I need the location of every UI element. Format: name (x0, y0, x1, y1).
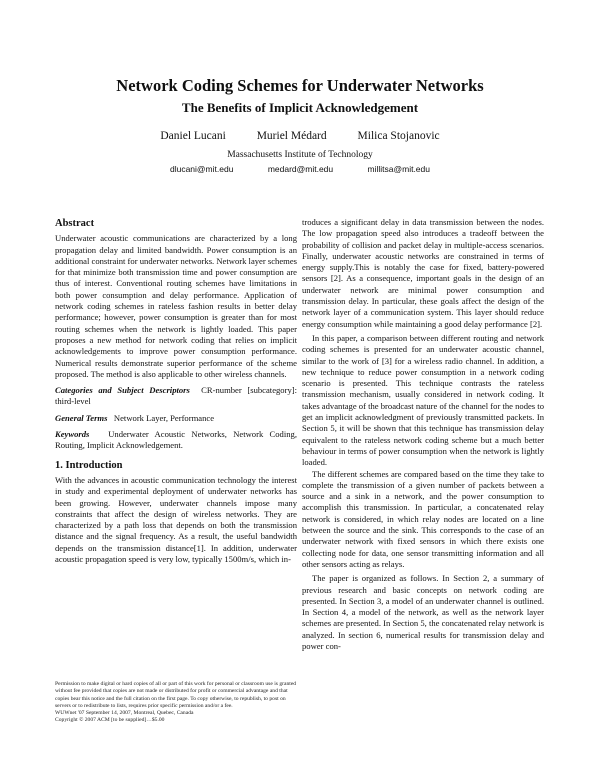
keywords-line (55, 429, 297, 452)
keywords-text: Underwater Acoustic Networks, Network Coding, Routing, Implicit Acknowledgement. (55, 429, 297, 451)
abstract-heading: Abstract (55, 218, 95, 229)
body-paragraph: In this paper, a comparison between different routing and network coding schemes is presented for an underwater acoustic channel, similar to the work of [3] for a wireless radio channel. In addition, a new technique to reduce power consumption in a network coding scenario is presented. This technique contrasts the rateless transmission mechanism, usually considered in network coding. It takes advantage of the broadcast nature of the channel for the nodes to get an implicit acknowledgment of previously transmitted packets. In Section 5, it will be shown that this technique has transmission delay equivalent to the rateless network coding scheme but a much better behaviour in terms of power consumption when the network is lightly loaded. (302, 332, 544, 468)
email-list (0, 164, 600, 174)
paper-title: Network Coding Schemes for Underwater Networks (116, 76, 484, 95)
author-email: medard@mit.edu (267, 164, 334, 174)
paper-subtitle: The Benefits of Implicit Acknowledgement (181, 100, 419, 115)
abstract-text: Underwater acoustic communications are characterized by a long propagation delay and limited bandwidth. Power consumption is an additional constraint for underwater networks. Network layer schemes for that minimize both transmission time and power consumption are thus of interest. Conventional routing schemes have limitations in both power consumption and delay performance. Application of network coding schemes in rateless fashion results in better delay performance; however, power consumption is greater than for most routing schemes when the network is lightly loaded. This paper proposes a new method for network coding that relies on implicit acknowledgements to improve power consumption performance. Numerical results demonstrate superior performance of the scheme proposed. The method is also applicable to other wireless channels. (55, 233, 297, 379)
introduction-heading: 1. Introduction (55, 459, 123, 471)
general-terms-label: General Terms (55, 412, 108, 423)
body-paragraph: The paper is organized as follows. In Section 2, a summary of previous research and basic concepts on network coding are presented. In Section 3, a model of an underwater channel is outlined. In Section 4, a model of the network, as well as the network layer schemes are presented. In Section 5, the concatenated relay network is analyzed. In section 6, numerical results for transmission delay and power con- (302, 573, 544, 651)
right-column (302, 217, 544, 652)
copyright-footnote: Permission to make digital or hard copies of all or part of this work for personal or classroom use is granted without fee provided that copies are not made or distributed for profit or commercial advantage and that copies bear this notice and the full citation on the first page. To copy otherwise, to republish, to post on servers or to redistribute to lists, requires prior specific permission and/or a fee. WUWnet '07 September 14, 2007, Montreal, Quebec, Canada Copyright © 2007 ACM [to be supplied]…$5.00 (55, 681, 297, 724)
categories-text: CR-number [subcategory]: third-level (55, 385, 298, 407)
body-paragraph: The different schemes are compared based on the time they take to complete the transmission of a given number of packets between a source and a sink in a network, and the power consumption to accomplish this transmission. In particular, a concatenated relay network is considered, in which relay nodes are located on a line between the source and the sink. This corresponds to the case of an underwater network with fixed sensors in which there exists one collecting node for data, one sensor transmitting information and all other sensors acting as relays. (302, 468, 544, 569)
keywords-label: Keywords (55, 429, 90, 440)
author-name: Muriel Médard (256, 130, 327, 142)
categories-line (55, 385, 297, 408)
general-terms-line (55, 413, 297, 424)
author-list (0, 130, 600, 142)
author-email: dlucani@mit.edu (169, 164, 234, 174)
body-paragraph: troduces a significant delay in data transmission between the nodes. The low propagation speed also introduces a tradeoff between the probability of collision and packet delay in multiple-access scenarios. Finally, underwater acoustic networks are constrained in terms of energy supply.This is notably the case for fixed, battery-powered sensors [2]. As a consequence, important goals in the design of an underwater network are minimal power consumption and transmission delay. In particular, these goals affect the design of the network layer of a communication system. This layer should reduce energy consumption while maintaining a good delay performance [2]. (302, 217, 544, 329)
author-email: millitsa@mit.edu (367, 164, 430, 174)
general-terms-text: Network Layer, Performance (113, 412, 215, 423)
categories-label: Categories and Subject Descriptors (55, 385, 190, 396)
author-name: Daniel Lucani (160, 130, 226, 142)
left-column (55, 218, 297, 565)
affiliation: Massachusetts Institute of Technology (227, 150, 373, 160)
author-name: Milica Stojanovic (357, 130, 440, 142)
introduction-text: With the advances in acoustic communication technology the interest in study and experimental deployment of underwater networks has been growing. However, underwater channels impose many constraints that affect the design of wireless networks. They are characterized by a path loss that depends on both the transmission distance and the signal frequency. As a result, the useful bandwidth depends on the transmission distance[1]. In addition, underwater acoustic propagation speed is very low, typically 1500m/s, which in- (55, 474, 297, 565)
